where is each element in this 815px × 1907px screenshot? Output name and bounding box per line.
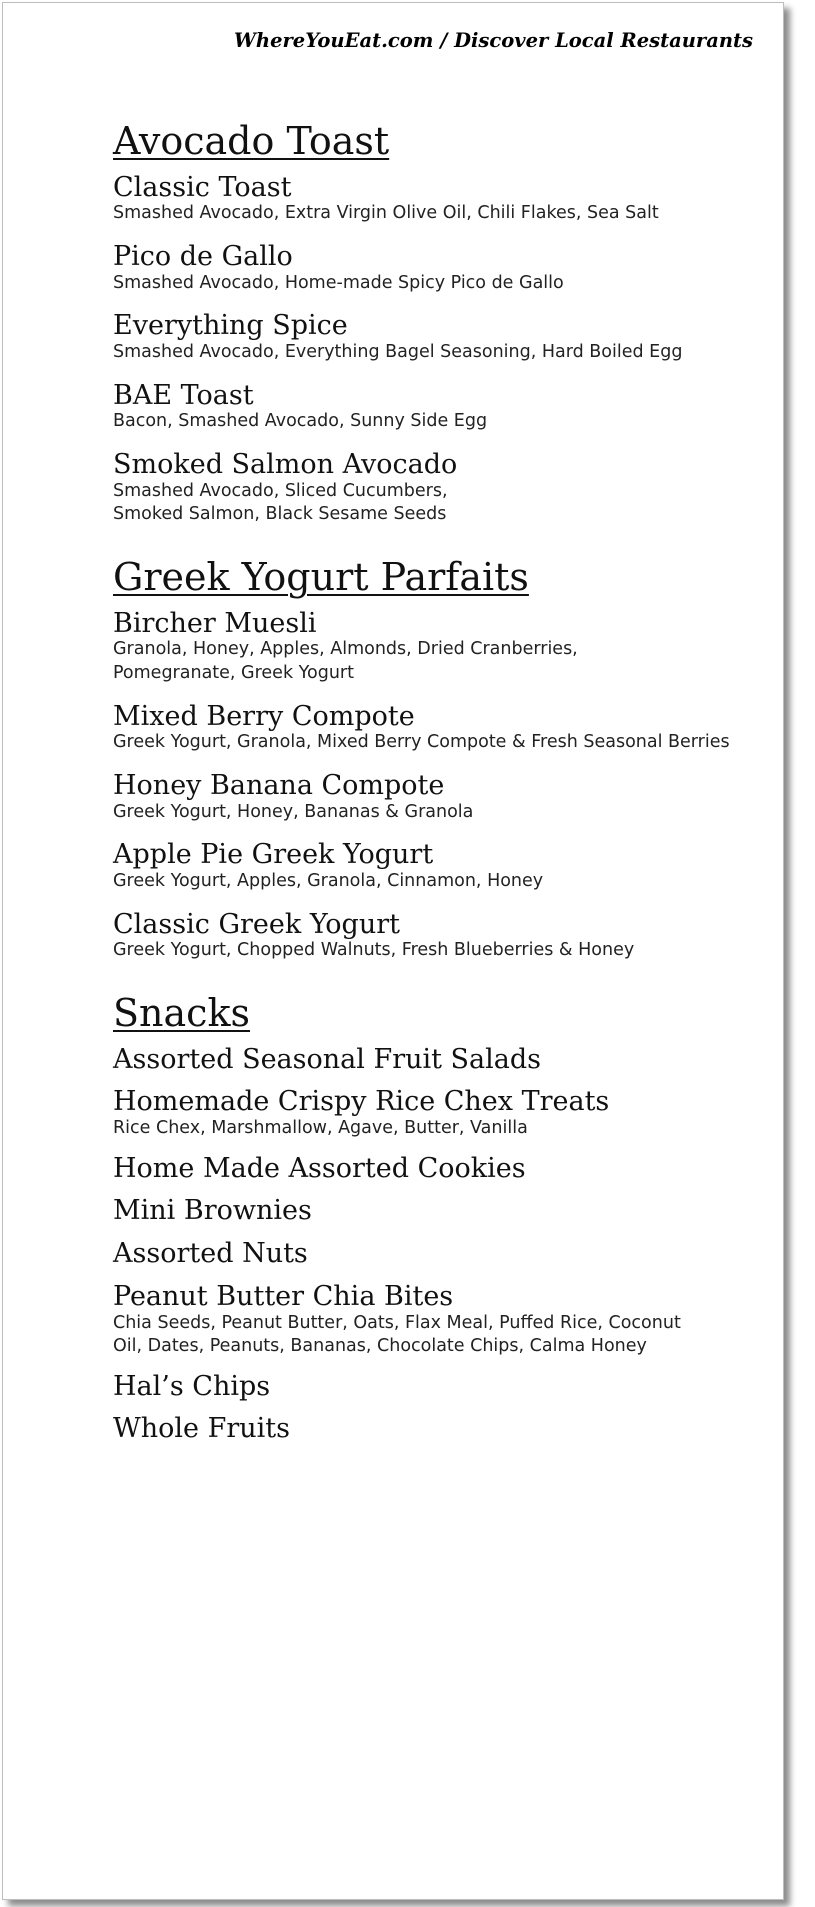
item-description: Greek Yogurt, Honey, Bananas & Granola [113, 801, 474, 822]
item-description: Greek Yogurt, Apples, Granola, Cinnamon, Honey [113, 871, 544, 892]
item-name: Home Made Assorted Cookies [113, 1152, 526, 1184]
item-description: Smashed Avocado, Everything Bagel Seasoning, Hard Boiled Egg [113, 342, 683, 363]
item-name: Mixed Berry Compote [113, 700, 415, 732]
item-name: Classic Greek Yogurt [113, 908, 400, 940]
item-description: Bacon, Smashed Avocado, Sunny Side Egg [113, 411, 488, 432]
menu-item [113, 173, 753, 226]
item-name: Peanut Butter Chia Bites [113, 1280, 454, 1312]
site-header: WhereYouEat.com / Discover Local Restaurants [234, 29, 753, 52]
item-name: Mini Brownies [113, 1195, 312, 1227]
item-name: Apple Pie Greek Yogurt [113, 839, 434, 871]
item-name: Everything Spice [113, 310, 348, 342]
menu-item [113, 1087, 753, 1140]
item-name: Classic Toast [113, 171, 292, 203]
section-avocado-toast [113, 121, 753, 527]
menu-item [113, 381, 753, 434]
item-description: Chia Seeds, Peanut Butter, Oats, Flax Meal, Puffed Rice, Coconut Oil, Dates, Peanuts, Bananas, Chocolate Chips, Calma Honey [113, 1312, 681, 1357]
item-description: Granola, Honey, Apples, Almonds, Dried Cranberries, Pomegranate, Greek Yogurt [113, 639, 578, 684]
item-name: Whole Fruits [113, 1413, 290, 1445]
menu-item [113, 609, 753, 686]
item-name: Honey Banana Compote [113, 770, 445, 802]
item-name: BAE Toast [113, 379, 254, 411]
section-greek-yogurt-parfaits [113, 554, 753, 963]
item-description: Smashed Avocado, Home-made Spicy Pico de Gallo [113, 272, 564, 293]
menu-item [113, 910, 753, 963]
menu-item [113, 1154, 753, 1184]
item-description: Rice Chex, Marshmallow, Agave, Butter, Vanilla [113, 1118, 528, 1139]
menu-item [113, 771, 753, 824]
menu-item [113, 1372, 753, 1402]
item-name: Assorted Nuts [113, 1238, 308, 1270]
menu-item [113, 1196, 753, 1226]
menu-item [113, 1282, 753, 1359]
menu-item [113, 242, 753, 295]
section-title: Avocado Toast [113, 119, 390, 163]
menu-item [113, 311, 753, 364]
menu-item [113, 1045, 753, 1075]
item-name: Assorted Seasonal Fruit Salads [113, 1043, 542, 1075]
menu-item [113, 1239, 753, 1269]
item-description: Smashed Avocado, Sliced Cucumbers, Smoked Salmon, Black Sesame Seeds [113, 480, 448, 525]
item-name: Bircher Muesli [113, 607, 317, 639]
menu-content [113, 121, 753, 1457]
item-description: Greek Yogurt, Chopped Walnuts, Fresh Blueberries & Honey [113, 940, 635, 961]
item-description: Greek Yogurt, Granola, Mixed Berry Compote & Fresh Seasonal Berries [113, 732, 730, 753]
item-name: Homemade Crispy Rice Chex Treats [113, 1086, 610, 1118]
item-name: Pico de Gallo [113, 241, 293, 273]
item-name: Hal’s Chips [113, 1370, 271, 1402]
menu-page [2, 2, 784, 1900]
menu-item [113, 840, 753, 893]
section-title: Greek Yogurt Parfaits [113, 554, 529, 599]
section-title: Snacks [113, 990, 250, 1035]
section-snacks [113, 990, 753, 1445]
item-description: Smashed Avocado, Extra Virgin Olive Oil, Chili Flakes, Sea Salt [113, 203, 659, 224]
menu-item [113, 450, 753, 527]
item-name: Smoked Salmon Avocado [113, 449, 458, 481]
menu-item [113, 1414, 753, 1444]
menu-item [113, 702, 753, 755]
